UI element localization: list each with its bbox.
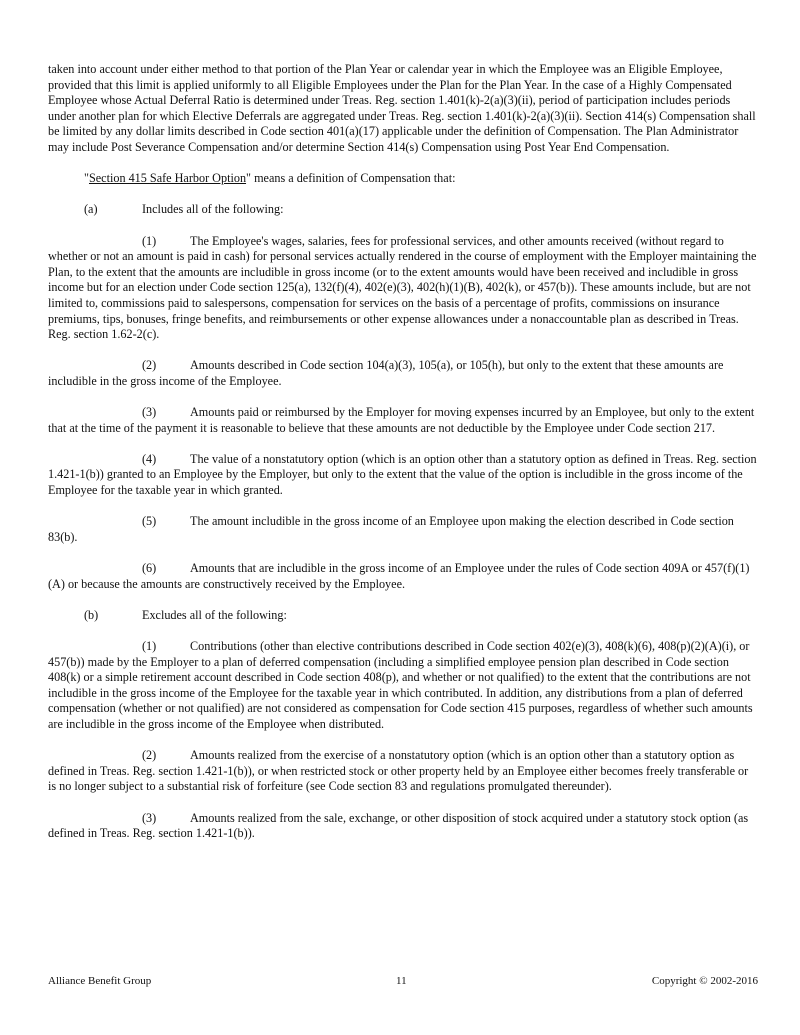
definition-rest: " means a definition of Compensation that: (246, 171, 456, 186)
item-text: Amounts described in Code section 104(a)(3), 105(a), or 105(h), but only to the extent that these amounts are includible in the gross income of the Employee. (48, 358, 724, 388)
item-number: (4) (142, 451, 157, 466)
item-text: The Employee's wages, salaries, fees for professional services, and other amounts received (without regard to whether or not an amount is paid in cash) for personal services actually rendered in the course of employment with the Employer maintaining the Plan, to the extent that the amounts are includible in gross income (or to the extent amounts would have been received and includible in gross income but for an election under Code section 125(a), 132(f)(4), 402(e)(3), 402(h)(1)(B), 402(k), or 457(b)). These amounts include, but are not limited to, commissions paid to salespersons, compensation for services on the basis of a percentage of profits, commissions on insurance premiums, tips, bonuses, fringe benefits, and reimbursements or other expense allowances under a nonaccountable plan as described in Treas. Reg. section 1.62-2(c). (48, 233, 757, 342)
item-number: (2) (142, 358, 157, 373)
item-text: Amounts that are includible in the gross income of an Employee under the rules of Code section 409A or 457(f)(1)(A) or because the amounts are constructively received by the Employee. (48, 561, 750, 591)
item-text: The amount includible in the gross income of an Employee upon making the election described in Code section 83(b). (48, 514, 734, 544)
item-number: (5) (142, 514, 157, 529)
list-item (48, 452, 758, 499)
section-a-label: (a) (84, 202, 98, 217)
definition-paragraph (48, 171, 758, 187)
item-text: Amounts realized from the sale, exchange, or other disposition of stock acquired under a statutory stock option (as defined in Treas. Reg. section 1.421-1(b)). (48, 810, 749, 841)
section-a-heading (48, 202, 758, 218)
item-text: Amounts realized from the exercise of a nonstatutory option (which is an option other than a statutory option as defined in Treas. Reg. section 1.421-1(b)), or when restricted stock or other property held by an Employee either becomes freely transferable or is no longer subject to a substantial risk of forfeiture (see Code section 83 and regulations promulgated thereunder). (48, 748, 749, 794)
item-number: (3) (142, 405, 157, 420)
item-number: (2) (142, 748, 157, 763)
list-item (48, 405, 758, 436)
item-text: Amounts paid or reimbursed by the Employer for moving expenses incurred by an Employee, but only to the extent that at the time of the payment it is reasonable to believe that these amounts are not deductible by the Employee under Code section 217. (48, 405, 755, 435)
list-item (48, 748, 758, 795)
list-item (48, 811, 758, 842)
section-b-heading-text: Excludes all of the following: (142, 607, 287, 622)
definition-term: Section 415 Safe Harbor Option (88, 171, 247, 186)
page-number: 11 (396, 975, 407, 987)
footer-copyright: Copyright © 2002-2016 (651, 975, 758, 987)
item-number: (1) (142, 233, 157, 248)
section-b-label: (b) (84, 607, 99, 622)
list-item (48, 514, 758, 545)
list-item (48, 358, 758, 389)
list-item (48, 561, 758, 592)
section-a-heading-text: Includes all of the following: (142, 202, 284, 217)
definition-quote-open: " (84, 171, 89, 186)
list-item (48, 639, 758, 733)
section-b-heading (48, 608, 758, 624)
page-footer (48, 975, 758, 991)
document-page (48, 62, 758, 857)
item-text: Contributions (other than elective contributions described in Code section 402(e)(3), 408(k)(6), 408(p)(2)(A)(i), or 457(b)) made by the Employer to a plan of deferred compensation (including a simplified employee pension plan described in Code section 408(k) or a simple retirement account described in Code section 408(p), and whether or not qualified) to the extent that the contributions are not includible in the gross income of the Employee for the taxable year in which contributed. In addition, any distributions from a plan of deferred compensation (whether or not qualified) are not considered as compensation for Code section 415 purposes, regardless of whether such amounts are includible in the gross income of the Employee when distributed. (48, 638, 753, 731)
item-number: (3) (142, 810, 157, 825)
list-item (48, 234, 758, 343)
item-number: (1) (142, 638, 157, 653)
footer-company: Alliance Benefit Group (48, 975, 152, 987)
intro-continuation: taken into account under either method to that portion of the Plan Year or calendar year in which the Employee was an Eligible Employee, provided that this limit is applied uniformly to all Eligible Employees under the Plan for the Plan Year. In the case of a Highly Compensated Employee whose Actual Deferral Ratio is determined under Treas. Reg. section 1.401(k)-2(a)(3)(ii), period of participation includes periods under another plan for which Elective Deferrals are aggregated under Treas. Reg. section 1.401(k)-2(a)(3)(ii). Section 414(s) Compensation shall be limited by any dollar limits described in Code section 401(a)(17) applicable under the definition of Compensation. The Plan Administrator may include Post Severance Compensation and/or determine Section 414(s) Compensation using Post Year End Compensation. (48, 62, 756, 154)
item-text: The value of a nonstatutory option (which is an option other than a statutory option as defined in Treas. Reg. section 1.421-1(b)) granted to an Employee by the Employer, but only to the extent that the value of the option is includible in the gross income of the Employee for the taxable year in which granted. (48, 451, 757, 498)
item-number: (6) (142, 561, 157, 575)
